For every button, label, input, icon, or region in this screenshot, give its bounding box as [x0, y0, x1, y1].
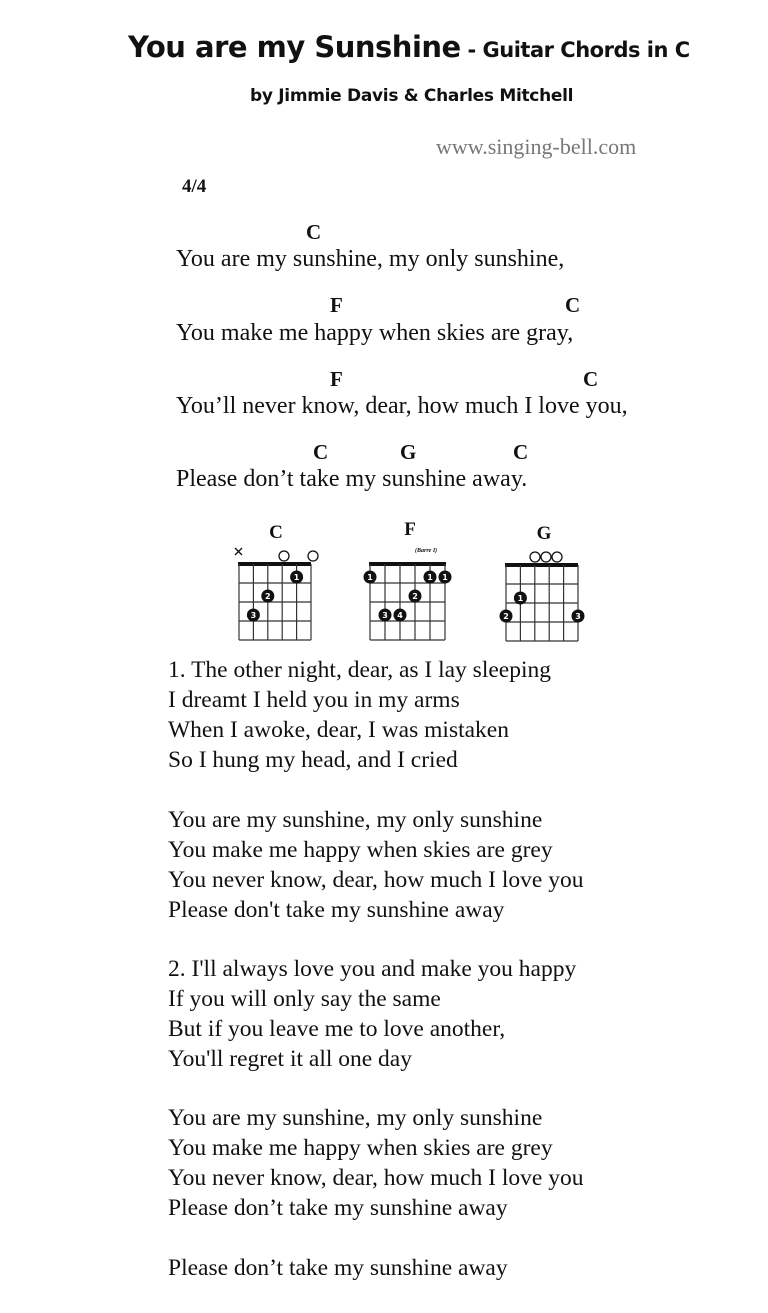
- verse-line: I dreamt I held you in my arms: [168, 687, 460, 713]
- time-signature: 4/4: [182, 176, 207, 197]
- page-title: [128, 30, 690, 64]
- chord-diagram-c: [228, 522, 324, 647]
- svg-text:3: 3: [575, 612, 581, 621]
- svg-text:4: 4: [397, 611, 403, 620]
- verse-line: Please don’t take my sunshine away: [168, 1255, 508, 1281]
- chord-label: C: [513, 440, 529, 464]
- chord-label: C: [583, 367, 599, 391]
- verse-line: You never know, dear, how much I love you: [168, 867, 584, 893]
- title-dash: -: [460, 38, 483, 62]
- chord-diagram-label: C: [269, 522, 283, 543]
- title-subtitle: Guitar Chords in C: [482, 38, 690, 62]
- svg-text:1: 1: [517, 594, 524, 603]
- byline: by Jimmie Davis & Charles Mitchell: [250, 86, 574, 106]
- lyric-line: Please don’t take my sunshine away.: [176, 466, 528, 492]
- chord-label: G: [400, 440, 417, 464]
- website-url: www.singing-bell.com: [436, 134, 637, 159]
- chord-grid-icon: [228, 522, 324, 647]
- verse-line: Please don’t take my sunshine away: [168, 1195, 508, 1221]
- title-main: You are my Sunshine: [128, 30, 461, 64]
- verse-line: You never know, dear, how much I love you: [168, 1165, 584, 1191]
- verse-line: Please don't take my sunshine away: [168, 897, 505, 923]
- chord-grid-icon: [496, 522, 592, 647]
- svg-text:1: 1: [367, 573, 373, 582]
- lyric-line: You make me happy when skies are gray,: [176, 320, 574, 346]
- verse-line: You are my sunshine, my only sunshine: [168, 1105, 543, 1131]
- chord-label: C: [306, 220, 322, 244]
- svg-text:1: 1: [442, 573, 448, 582]
- chord-diagram-label: G: [536, 523, 552, 544]
- verse-line: 2. I'll always love you and make you happy: [168, 956, 577, 982]
- verse-line: So I hung my head, and I cried: [168, 747, 458, 773]
- chord-label: C: [313, 440, 329, 464]
- chord-diagram-f: [360, 519, 460, 647]
- chord-diagram-g: [496, 522, 592, 647]
- verse-line: You make me happy when skies are grey: [168, 837, 553, 863]
- verse-line: You'll regret it all one day: [168, 1046, 412, 1072]
- svg-text:3: 3: [382, 611, 388, 620]
- svg-text:2: 2: [503, 612, 509, 621]
- lyric-line: You are my sunshine, my only sunshine,: [176, 246, 565, 272]
- svg-text:2: 2: [412, 592, 418, 601]
- verse-line: You are my sunshine, my only sunshine: [168, 807, 543, 833]
- chord-label: F: [330, 293, 343, 317]
- verse-line: But if you leave me to love another,: [168, 1016, 506, 1042]
- verse-line: If you will only say the same: [168, 986, 441, 1012]
- svg-text:1: 1: [427, 573, 433, 582]
- barre-note: (Barre I): [415, 548, 438, 554]
- lyric-line: You’ll never know, dear, how much I love you,: [176, 393, 628, 419]
- verse-line: When I awoke, dear, I was mistaken: [168, 717, 509, 743]
- svg-text:1: 1: [293, 573, 300, 582]
- chord-label: C: [565, 293, 581, 317]
- verse-line: 1. The other night, dear, as I lay sleeping: [168, 657, 551, 683]
- chord-label: F: [330, 367, 343, 391]
- chord-diagram-label: F: [404, 519, 416, 540]
- chord-grid-icon: [360, 522, 460, 647]
- svg-text:2: 2: [265, 592, 271, 601]
- verse-line: You make me happy when skies are grey: [168, 1135, 553, 1161]
- svg-text:3: 3: [250, 611, 257, 620]
